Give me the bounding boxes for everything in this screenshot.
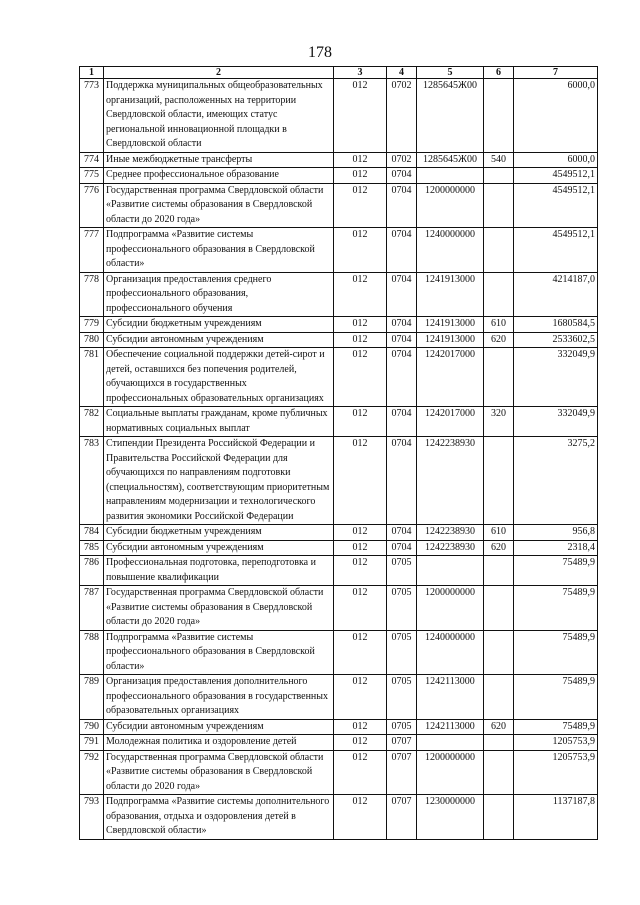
row-expense-type: 610 <box>484 525 514 541</box>
row-expense-type <box>484 556 514 586</box>
row-section-code: 0704 <box>387 317 417 333</box>
row-target-code: 1242113000 <box>417 719 484 735</box>
row-expense-type <box>484 630 514 675</box>
row-section-code: 0704 <box>387 183 417 228</box>
row-name: Государственная программа Свердловской области «Развитие системы образования в Свердловской области до 2020 года» <box>104 750 334 795</box>
row-section-code: 0707 <box>387 795 417 840</box>
table-header-row <box>80 67 598 79</box>
row-amount: 2318,4 <box>514 540 598 556</box>
row-expense-type <box>484 168 514 184</box>
row-expense-type <box>484 437 514 525</box>
table-row <box>80 79 598 153</box>
row-expense-type: 320 <box>484 407 514 437</box>
row-number: 788 <box>80 630 104 675</box>
row-ministry-code: 012 <box>334 675 387 720</box>
row-amount: 332049,9 <box>514 348 598 407</box>
row-ministry-code: 012 <box>334 586 387 631</box>
row-ministry-code: 012 <box>334 152 387 168</box>
row-name: Подпрограмма «Развитие системы профессионального образования в Свердловской области» <box>104 228 334 273</box>
table-row <box>80 540 598 556</box>
row-number: 779 <box>80 317 104 333</box>
row-name: Иные межбюджетные трансферты <box>104 152 334 168</box>
row-expense-type <box>484 183 514 228</box>
row-ministry-code: 012 <box>334 735 387 751</box>
row-name: Поддержка муниципальных общеобразовательных организаций, расположенных на территории Свердловской области, имеющих статус региональной инновационной площадки в Свердловской области <box>104 79 334 153</box>
row-section-code: 0704 <box>387 348 417 407</box>
table-row <box>80 556 598 586</box>
table-row <box>80 407 598 437</box>
table-row <box>80 168 598 184</box>
row-name: Субсидии автономным учреждениям <box>104 719 334 735</box>
row-number: 774 <box>80 152 104 168</box>
header-col-3: 3 <box>334 67 387 79</box>
row-target-code: 1242113000 <box>417 675 484 720</box>
table-row <box>80 525 598 541</box>
header-col-1: 1 <box>80 67 104 79</box>
row-number: 793 <box>80 795 104 840</box>
row-target-code: 1242017000 <box>417 348 484 407</box>
row-target-code: 1285645Ж00 <box>417 79 484 153</box>
row-expense-type <box>484 586 514 631</box>
row-expense-type: 610 <box>484 317 514 333</box>
row-amount: 956,8 <box>514 525 598 541</box>
row-amount: 4214187,0 <box>514 272 598 317</box>
row-name: Субсидии бюджетным учреждениям <box>104 317 334 333</box>
row-number: 789 <box>80 675 104 720</box>
row-section-code: 0702 <box>387 152 417 168</box>
row-name: Профессиональная подготовка, переподготовка и повышение квалификации <box>104 556 334 586</box>
row-expense-type <box>484 735 514 751</box>
row-expense-type <box>484 228 514 273</box>
row-number: 784 <box>80 525 104 541</box>
row-amount: 1137187,8 <box>514 795 598 840</box>
row-expense-type <box>484 79 514 153</box>
row-number: 773 <box>80 79 104 153</box>
table-row <box>80 586 598 631</box>
row-name: Государственная программа Свердловской области «Развитие системы образования в Свердловской области до 2020 года» <box>104 183 334 228</box>
row-amount: 6000,0 <box>514 79 598 153</box>
row-number: 787 <box>80 586 104 631</box>
row-target-code: 1242017000 <box>417 407 484 437</box>
row-number: 790 <box>80 719 104 735</box>
row-target-code <box>417 556 484 586</box>
row-target-code: 1230000000 <box>417 795 484 840</box>
row-amount: 4549512,1 <box>514 168 598 184</box>
header-col-5: 5 <box>417 67 484 79</box>
row-name: Стипендии Президента Российской Федерации и Правительства Российской Федерации для обучающихся по направлениям подготовки (специальностям), соответствующим приоритетным направлениям модернизации и технологического развития экономики Российской Федерации <box>104 437 334 525</box>
row-amount: 1205753,9 <box>514 750 598 795</box>
row-section-code: 0705 <box>387 630 417 675</box>
row-target-code: 1285645Ж00 <box>417 152 484 168</box>
table-row <box>80 750 598 795</box>
table-row <box>80 735 598 751</box>
row-ministry-code: 012 <box>334 750 387 795</box>
row-ministry-code: 012 <box>334 168 387 184</box>
row-name: Подпрограмма «Развитие системы дополнительного образования, отдыха и оздоровления детей в Свердловской области» <box>104 795 334 840</box>
row-section-code: 0705 <box>387 719 417 735</box>
row-section-code: 0702 <box>387 79 417 153</box>
header-col-6: 6 <box>484 67 514 79</box>
row-section-code: 0704 <box>387 272 417 317</box>
row-target-code: 1241913000 <box>417 317 484 333</box>
row-number: 780 <box>80 332 104 348</box>
row-number: 777 <box>80 228 104 273</box>
row-name: Организация предоставления среднего профессионального образования, профессионального обучения <box>104 272 334 317</box>
table-row <box>80 317 598 333</box>
row-amount: 4549512,1 <box>514 183 598 228</box>
row-number: 775 <box>80 168 104 184</box>
row-ministry-code: 012 <box>334 525 387 541</box>
row-ministry-code: 012 <box>334 332 387 348</box>
row-name: Среднее профессиональное образование <box>104 168 334 184</box>
table-row <box>80 348 598 407</box>
row-ministry-code: 012 <box>334 437 387 525</box>
row-number: 776 <box>80 183 104 228</box>
row-target-code: 1200000000 <box>417 750 484 795</box>
table-row <box>80 332 598 348</box>
row-name: Субсидии бюджетным учреждениям <box>104 525 334 541</box>
row-section-code: 0707 <box>387 750 417 795</box>
row-ministry-code: 012 <box>334 719 387 735</box>
row-amount: 4549512,1 <box>514 228 598 273</box>
row-name: Государственная программа Свердловской области «Развитие системы образования в Свердловской области до 2020 года» <box>104 586 334 631</box>
row-name: Организация предоставления дополнительного профессионального образования в государственных образовательных организациях <box>104 675 334 720</box>
row-target-code: 1241913000 <box>417 332 484 348</box>
row-target-code <box>417 735 484 751</box>
row-ministry-code: 012 <box>334 795 387 840</box>
row-expense-type: 540 <box>484 152 514 168</box>
row-amount: 75489,9 <box>514 719 598 735</box>
row-ministry-code: 012 <box>334 183 387 228</box>
row-number: 783 <box>80 437 104 525</box>
table-row <box>80 719 598 735</box>
row-ministry-code: 012 <box>334 407 387 437</box>
row-section-code: 0704 <box>387 228 417 273</box>
row-ministry-code: 012 <box>334 556 387 586</box>
row-number: 785 <box>80 540 104 556</box>
row-amount: 75489,9 <box>514 556 598 586</box>
row-ministry-code: 012 <box>334 540 387 556</box>
row-number: 786 <box>80 556 104 586</box>
row-number: 778 <box>80 272 104 317</box>
row-amount: 332049,9 <box>514 407 598 437</box>
row-amount: 1205753,9 <box>514 735 598 751</box>
row-ministry-code: 012 <box>334 272 387 317</box>
header-col-4: 4 <box>387 67 417 79</box>
row-ministry-code: 012 <box>334 630 387 675</box>
row-amount: 75489,9 <box>514 675 598 720</box>
row-section-code: 0704 <box>387 437 417 525</box>
row-section-code: 0705 <box>387 556 417 586</box>
row-target-code: 1241913000 <box>417 272 484 317</box>
table-row <box>80 272 598 317</box>
row-ministry-code: 012 <box>334 228 387 273</box>
row-amount: 3275,2 <box>514 437 598 525</box>
row-target-code: 1242238930 <box>417 437 484 525</box>
row-expense-type <box>484 272 514 317</box>
table-row <box>80 228 598 273</box>
row-expense-type <box>484 795 514 840</box>
row-expense-type <box>484 750 514 795</box>
row-name: Обеспечение социальной поддержки детей-сирот и детей, оставшихся без попечения родителей, обучающихся в государственных профессиональных образовательных организациях <box>104 348 334 407</box>
row-target-code: 1200000000 <box>417 183 484 228</box>
header-col-2: 2 <box>104 67 334 79</box>
row-section-code: 0704 <box>387 168 417 184</box>
row-section-code: 0704 <box>387 540 417 556</box>
row-target-code: 1240000000 <box>417 228 484 273</box>
table-body <box>80 79 598 840</box>
table-row <box>80 795 598 840</box>
row-target-code <box>417 168 484 184</box>
row-section-code: 0707 <box>387 735 417 751</box>
table-row <box>80 152 598 168</box>
table-row <box>80 183 598 228</box>
table-row <box>80 630 598 675</box>
row-number: 791 <box>80 735 104 751</box>
budget-table <box>79 66 598 840</box>
header-col-7: 7 <box>514 67 598 79</box>
row-number: 781 <box>80 348 104 407</box>
row-section-code: 0704 <box>387 332 417 348</box>
row-target-code: 1242238930 <box>417 525 484 541</box>
row-expense-type: 620 <box>484 332 514 348</box>
row-amount: 6000,0 <box>514 152 598 168</box>
row-number: 792 <box>80 750 104 795</box>
row-expense-type: 620 <box>484 540 514 556</box>
row-ministry-code: 012 <box>334 348 387 407</box>
row-ministry-code: 012 <box>334 79 387 153</box>
row-number: 782 <box>80 407 104 437</box>
row-name: Подпрограмма «Развитие системы профессионального образования в Свердловской области» <box>104 630 334 675</box>
table-row <box>80 437 598 525</box>
table-row <box>80 675 598 720</box>
row-target-code: 1200000000 <box>417 586 484 631</box>
page-number: 178 <box>308 44 332 61</box>
row-name: Молодежная политика и оздоровление детей <box>104 735 334 751</box>
row-name: Субсидии автономным учреждениям <box>104 332 334 348</box>
row-section-code: 0704 <box>387 525 417 541</box>
row-amount: 75489,9 <box>514 586 598 631</box>
row-amount: 75489,9 <box>514 630 598 675</box>
row-expense-type <box>484 675 514 720</box>
row-amount: 1680584,5 <box>514 317 598 333</box>
row-name: Социальные выплаты гражданам, кроме публичных нормативных социальных выплат <box>104 407 334 437</box>
row-section-code: 0704 <box>387 407 417 437</box>
row-expense-type: 620 <box>484 719 514 735</box>
row-target-code: 1240000000 <box>417 630 484 675</box>
row-amount: 2533602,5 <box>514 332 598 348</box>
row-expense-type <box>484 348 514 407</box>
row-target-code: 1242238930 <box>417 540 484 556</box>
row-section-code: 0705 <box>387 586 417 631</box>
row-name: Субсидии автономным учреждениям <box>104 540 334 556</box>
row-ministry-code: 012 <box>334 317 387 333</box>
row-section-code: 0705 <box>387 675 417 720</box>
